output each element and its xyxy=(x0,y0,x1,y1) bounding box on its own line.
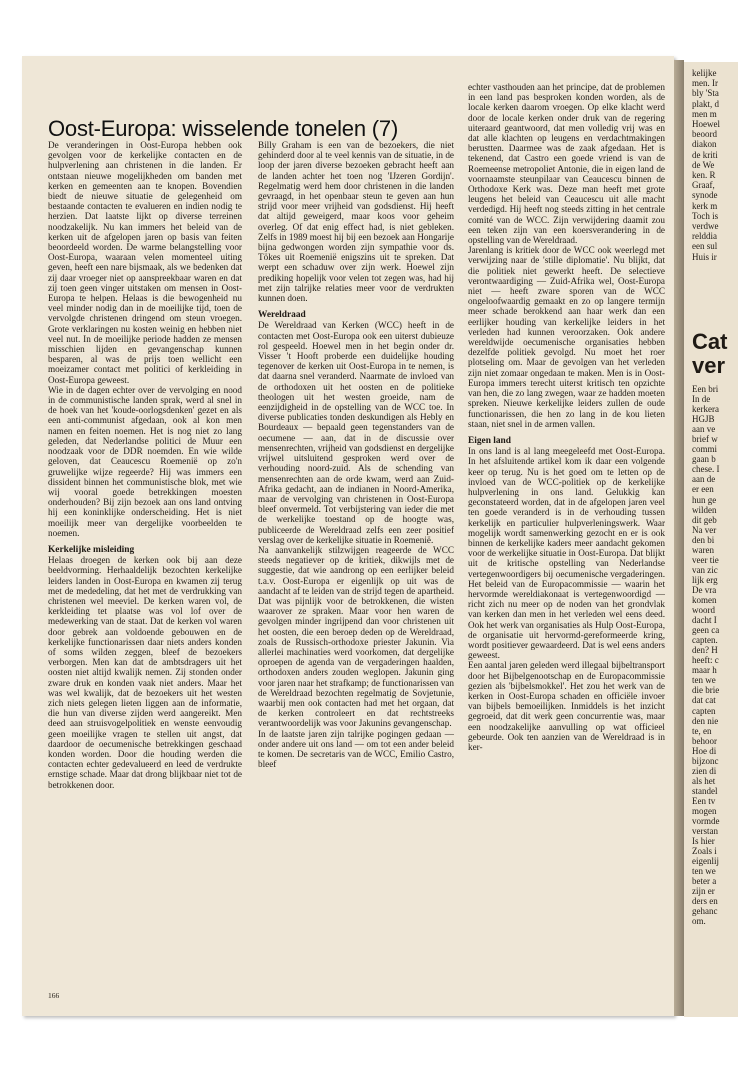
text-fragment: Na ver xyxy=(692,524,717,535)
text-fragment: diakon xyxy=(692,139,717,150)
text-fragment: van zic xyxy=(692,564,718,575)
text-fragment: De vra xyxy=(692,584,717,595)
text-fragment: de kriti xyxy=(692,149,718,160)
text-fragment: plakt, d xyxy=(692,98,719,109)
text-fragment: ken. R xyxy=(692,170,716,181)
text-fragment: standel xyxy=(692,785,718,796)
text-fragment: commi xyxy=(692,444,717,455)
text-fragment: gehanc xyxy=(692,906,718,917)
text-fragment: HGJB xyxy=(692,414,715,425)
text-fragment: ten we xyxy=(692,675,716,686)
text-fragment: woord xyxy=(692,605,715,616)
text-fragment: kerkera xyxy=(692,404,719,415)
text-fragment: te, en xyxy=(692,725,712,736)
text-fragment: behoor xyxy=(692,735,717,746)
text-fragment: waren xyxy=(692,544,714,555)
paragraph: Billy Graham is een van de bezoekers, die niet gehinderd door al te veel kennis van de situatie, in de loop der jaren diverse bezoeken gebracht heeft aan de landen achter het toen nog 'IJzeren Gordijn'. Regelmatig werd hem door christenen in die landen gevraagd, in het openbaar steun te geven aan hun strijd voor meer vrijheid van godsdienst. Hij heeft dat altijd geweigerd, maar koos voor geheim overleg. Of dat enig effect had, is niet gebleken. Zelfs in 1989 moest hij bij een bezoek aan Hongarije bijna gedwongen worden zijn sympathie voor ds. Tökes uit Roemenië enigszins uit te spreken. Dat werpt een schaduw over zijn werk. Hoewel zijn prediking hopelijk voor velen tot zegen was, had hij met zijn talrijke relaties meer voor de verdrukten kunnen doen. xyxy=(258,140,454,304)
text-fragment: chese. I xyxy=(692,464,720,475)
text-fragment: den nie xyxy=(692,715,719,726)
text-fragment: Een tv xyxy=(692,795,716,806)
paragraph: De veranderingen in Oost-Europa hebben ook gevolgen voor de kerkelijke contacten en de hulpverlening aan christenen in die landen. Er ontstaan nieuwe mogelijkheden om banden met kerken en gemeenten aan te knopen. Bovendien biedt de nieuwe situatie de gelegenheid om bestaande contacten te evalueren en indien nodig te herzien. Dat laatste lijkt op diverse terreinen noodzakelijk. Nu kan immers het beleid van de kerken uit de afgelopen jaren op basis van feiten beoordeeld worden. De warme belangstelling voor Oost-Europa, waaraan velen momenteel uiting geven, heeft een nare bijsmaak, als we bedenken dat zij daar vroeger niet op aanspreekbaar waren en dat zij toen geen vinger uitstaken om mensen in Oost-Europa te helpen. Helaas is die bewogenheid nu veel minder nodig dan in de moeilijke tijd, toen de vervolgde christenen dringend om steun vroegen. Grote verklaringen nu kosten weinig en hebben niet veel nut. In de moeilijke periode hadden ze mensen misschien lijden en gevangenschap kunnen besparen, al was de prijs toen wellicht een moeizamer contact met politici of kerkleiding in Oost-Europa geweest. xyxy=(48,140,242,385)
article-title: Oost-Europa: wisselende tonelen (7) xyxy=(48,116,399,141)
text-fragment: beter a xyxy=(692,876,717,887)
text-fragment: men m xyxy=(692,108,717,119)
text-fragment: mogen xyxy=(692,805,717,816)
page-gutter xyxy=(674,60,684,1016)
text-fragment: In de xyxy=(692,394,711,405)
text-fragment: er een xyxy=(692,484,714,495)
paragraph: Na aanvankelijk stilzwijgen reageerde de WCC steeds negatiever op de kritiek, dikwijls met de suggestie, dat wie aandrong op een eerlijker beleid t.a.v. Oost-Europa er eigenlijk op uit was de aandacht af te leiden van de strijd tegen de apartheid. Dat was pijnlijk voor de betrokkenen, die wisten waarover ze spraken. Maar voor hen waren de gevolgen minder ingrijpend dan voor christenen uit het oosten, die een beroep deden op de Wereldraad, zoals de Russisch-orthodoxe priester Jakunin. Via allerlei machinaties werd voorkomen, dat dergelijke oproepen de agenda van de vergaderingen haalden, orthodoxen anders zouden weglopen. Jakunin ging voor jaren naar het strafkamp; de functionarissen van de Wereldraad bezochten regelmatig de Sovjetunie, waarbij men ook contacten had met het orgaan, dat de kerken controleert en dat rechtstreeks verantwoordelijk was voor Jakunins gevangenschap. xyxy=(258,544,454,729)
text-fragment: veer tie xyxy=(692,554,719,565)
text-fragment: komen xyxy=(692,594,717,605)
text-fragment: verstan xyxy=(692,826,718,837)
text-fragment: aan ve xyxy=(692,424,716,435)
text-fragment: maar h xyxy=(692,665,717,676)
text-fragment: kerk m xyxy=(692,200,718,211)
text-fragment: een sul xyxy=(692,241,718,252)
text-fragment: beoord xyxy=(692,129,717,140)
text-fragment: aan de xyxy=(692,474,716,485)
text-fragment: die brie xyxy=(692,685,720,696)
heading-line: Cat xyxy=(692,329,728,354)
paragraph: De Wereldraad van Kerken (WCC) heeft in de contacten met Oost-Europa ook een uiterst dubieuze rol gespeeld. Hoewel men in het begin onder dr. Visser 't Hooft proberde een duidelijke houding tegenover de kerken uit Oost-Europa in te nemen, is dat daarna snel veranderd. Naarmate de invloed van de orthodoxen uit het oosten en de politieke theologen uit het westen groeide, nam de eenzijdigheid in de opstelling van de WCC toe. In diverse publicaties tonden deskundigen als Hebly en Bourdeaux — bepaald geen tegenstanders van de oecumene — aan, dat in de discussie over mensenrechten, vrijheid van godsdienst en dergelijke vrijwel uitsluitend gesproken werd over de verhouding noord-zuid. Als de schending van mensenrechten aan de orde kwam, werd aan Zuid-Afrika gedacht, aan de indianen in Noord-Amerika, maar de vervolging van christenen in Oost-Europa bleef onvermeld. Tot verbijstering van ieder die met de werkelijke toestand op de hoogte was, publiceerde de Wereldraad zelfs een zeer positief verslag over de kerkelijke situatie in Roemenië. xyxy=(258,320,454,545)
text-fragment: den? H xyxy=(692,645,718,656)
next-page-text-top xyxy=(692,68,738,262)
section-heading: Eigen land xyxy=(468,435,511,446)
text-fragment: gaan b xyxy=(692,454,716,465)
text-fragment: vormde xyxy=(692,816,720,827)
section-heading: Kerkelijke misleiding xyxy=(48,544,135,555)
text-fragment: brief w xyxy=(692,434,718,445)
text-fragment: wilden xyxy=(692,504,717,515)
text-fragment: om. xyxy=(692,916,706,927)
paragraph: echter vasthouden aan het principe, dat de problemen in een land pas besproken konden worden, als de locale kerken daarom vroegen. Op elke klacht werd door de locale kerken onder druk van de regering uiteraard geantwoord, dat men volledig vrij was en dat alle klachten op leugens en verdachtmakingen berustten. Daarmee was de zaak afgedaan. Het is tekenend, dat Castro een goede vriend is van de Roemeense metropoliet Antonie, die in eigen land de voornaamste steunpilaar van Ceaucescu binnen de Orthodoxe Kerk was. Deze man heeft met grote leugens het beleid van Ceaucescu uit alle macht verdedigd. Hij heeft nog steeds zitting in het centrale comité van de WCC. Zijn verwijdering daamit zou een teken zijn van een koersverandering in de opstelling van de Wereldraad. xyxy=(468,82,665,246)
text-fragment: relddia xyxy=(692,231,717,242)
text-fragment: heeft: c xyxy=(692,655,719,666)
text-fragment: verdwe xyxy=(692,221,719,232)
text-fragment: de We xyxy=(692,159,715,170)
text-fragment: Hoewel xyxy=(692,119,720,130)
paragraph: Helaas droegen de kerken ook bij aan deze beeldvorming. Herhaaldelijk bezochten kerkelijke leiders landen in Oost-Europa en kwamen zij terug met de mededeling, dat het met de verdrukking van christenen wel meeviel. De kerken waren vol, de kerkleiding tet plaatse was vol lof over de medewerking van de staat. Dat de kerken vol waren door gebrek aan voldoende gebouwen en de kerkelijke functionarissen daar niets anders konden of soms wilden zeggen, bleef de bezoekers verborgen. Men kan dat de ambtsdragers uit het oosten niet altijd kwalijk nemen. Zij stonden onder zware druk en konden vaak niet anders. Maar het was wel kwalijk, dat de bezoekers uit het westen zich niets gelegen lieten liggen aan de informatie, die hun van diverse zijden werd aangereikt. Men deed aan struisvogelpolitiek en wenste eenvoudig geen moeilijke vragen te stellen uit angst, dat daardoor de oecumenische betrekkingen geschaad konden worden. Door die houding werden die contacten echter gedevalueerd en leed de verdrukte ernstige schade. Maar dat drong blijkbaar niet tot de betrokkenen door. xyxy=(48,555,242,790)
text-fragment: dat cat xyxy=(692,695,716,706)
paragraph: In ons land is al lang meegeleefd met Oost-Europa. In het afsluitende artikel kom ik daar een volgende keer op terug. Nu is het goed om te letten op de invloed van de WCC-politiek op de kerkelijke hulpverlening in ons land. Gelukkig kan geconstateerd worden, dat in de afgelopen jaren veel ten goede veranderd is in de verhouding tussen kerkelijk en particulier hulpverleningswerk. Waar mogelijk wordt samenwerking gezocht en er is ook binnen de kerkelijke kaders meer aandacht gekomen voor de werkelijke situatie in Oost-Europa. Dat blijkt uit de kritische opstelling van Nederlandse vertegenwoordigers bij oecumenische vergaderingen. Het beleid van de Europacommissie — waarin het hervormde wereldiakonaat is vertegenwoordigd — richt zich nu meer op de noden van het grondvlak van kerken dan men in het verleden wel eens deed. Ook het werk van organisaties als Hulp Oost-Europa, de organisatie uit hervormd-gereformeerde kring, wordt positiever gewaardeerd. Dat is wel eens anders geweest. xyxy=(468,446,665,661)
article-column-2 xyxy=(258,140,454,980)
text-fragment: ten we xyxy=(692,866,716,877)
text-fragment: zien di xyxy=(692,765,717,776)
page-number: 166 xyxy=(48,991,60,1000)
text-fragment: bijzonc xyxy=(692,755,719,766)
article-column-3 xyxy=(468,82,665,982)
text-fragment: zijn er xyxy=(692,886,715,897)
text-fragment: Huis ir xyxy=(692,251,717,262)
text-fragment: men. Ir xyxy=(692,78,718,89)
paragraph: Een aantal jaren geleden werd illegaal bijbeltransport door het Bijbelgenootschap en de Europacommissie gezien als 'bijbelsmokkel'. Het zou het werk van de kerken in Oost-Europa schaden en officiële invoer van bijbels bemoeilijken. Inmiddels is het inzicht gegroeid, dat dit werk geen concurrentie was, maar een noodzakelijke aanvulling op wat officieel gebeurde. Ook ten aanzien van de Wereldraad is in ker- xyxy=(468,660,665,752)
section-heading: Wereldraad xyxy=(258,310,306,321)
text-fragment: hun ge xyxy=(692,494,717,505)
text-fragment: bly 'Sta xyxy=(692,88,719,99)
text-fragment: ders en xyxy=(692,896,718,907)
text-fragment: capten xyxy=(692,705,716,716)
next-page-heading xyxy=(692,330,727,378)
paragraph: Wie in de dagen echter over de vervolging en nood in de communistische landen sprak, werd al snel in de hoek van het 'koude-oorlogsdenken' gezet en als een anti-communist afgedaan, ook al kon men namen en feiten noemen. Het is nog niet zo lang geleden, dat Nederlandse politici de Muur een noodzaak voor de DDR noemden. En wie wilde geloven, dat Ceaucescu Roemenië op zo'n gruwelijke wijze regeerde? Hij was immers een dissident binnen het communistische blok, met wie wij vooral goede betrekkingen moesten onderhouden? Bij zijn bezoek aan ons land ontving hij een koninklijke onderscheiding. Het is niet moeilijk meer van dergelijke voorbeelden te noemen. xyxy=(48,384,242,538)
text-fragment: eigenlij xyxy=(692,856,719,867)
article-column-1 xyxy=(48,140,242,980)
text-fragment: lijk erg xyxy=(692,574,718,585)
text-fragment: Is hier xyxy=(692,836,715,847)
text-fragment: Een bri xyxy=(692,384,719,394)
text-fragment: dacht I xyxy=(692,615,717,626)
heading-line: ver xyxy=(692,353,726,378)
text-fragment: den bi xyxy=(692,534,715,545)
text-fragment: geen ca xyxy=(692,625,720,636)
text-fragment: kelijke xyxy=(692,68,717,78)
text-fragment: capten. xyxy=(692,635,718,646)
next-page-edge xyxy=(684,62,738,1017)
text-fragment: Graaf, xyxy=(692,180,715,191)
text-fragment: synode xyxy=(692,190,718,201)
text-fragment: Toch is xyxy=(692,210,719,221)
text-fragment: Hoe di xyxy=(692,745,717,756)
text-fragment: Zoals i xyxy=(692,846,717,857)
text-fragment: dit geb xyxy=(692,514,717,525)
text-fragment: als het xyxy=(692,775,716,786)
next-page-text-bottom xyxy=(692,384,738,927)
paragraph: Jarenlang is kritiek door de WCC ook weerlegd met verwijzing naar de 'stille diplomatie'. Nu blijkt, dat die politiek niet gewerkt heeft. De selectieve verontwaardiging — Zuid-Afrika wel, Oost-Europa niet — heeft zware sporen van de WCC ongeloofwaardig gemaakt en zo op langere termijn meer schade berokkend aan haar werk dan een eerlijker houding van kerkelijke leiders in het verleden had kunnen veroorzaken. Ook andere wereldwijde oecumenische organisaties hebben dezelfde politiek gevolgd. Nu moet het roer plotseling om. Maar de gevolgen van het verleden zijn niet zomaar ongedaan te maken. Men is in Oost-Europa immers terecht uiterst kritisch ten opzichte van hen, die zo lang zwegen, waar ze hadden moeten spreken. Nieuwe kerkelijke leiders zullen de oude functionarissen, die hen zo lang in de kou lieten staan, niet snel in de armen vallen. xyxy=(468,245,665,429)
paragraph: In de laatste jaren zijn talrijke pogingen gedaan — onder andere uit ons land — om tot een ander beleid te komen. De secretaris van de WCC, Emilio Castro, bleef xyxy=(258,728,454,770)
